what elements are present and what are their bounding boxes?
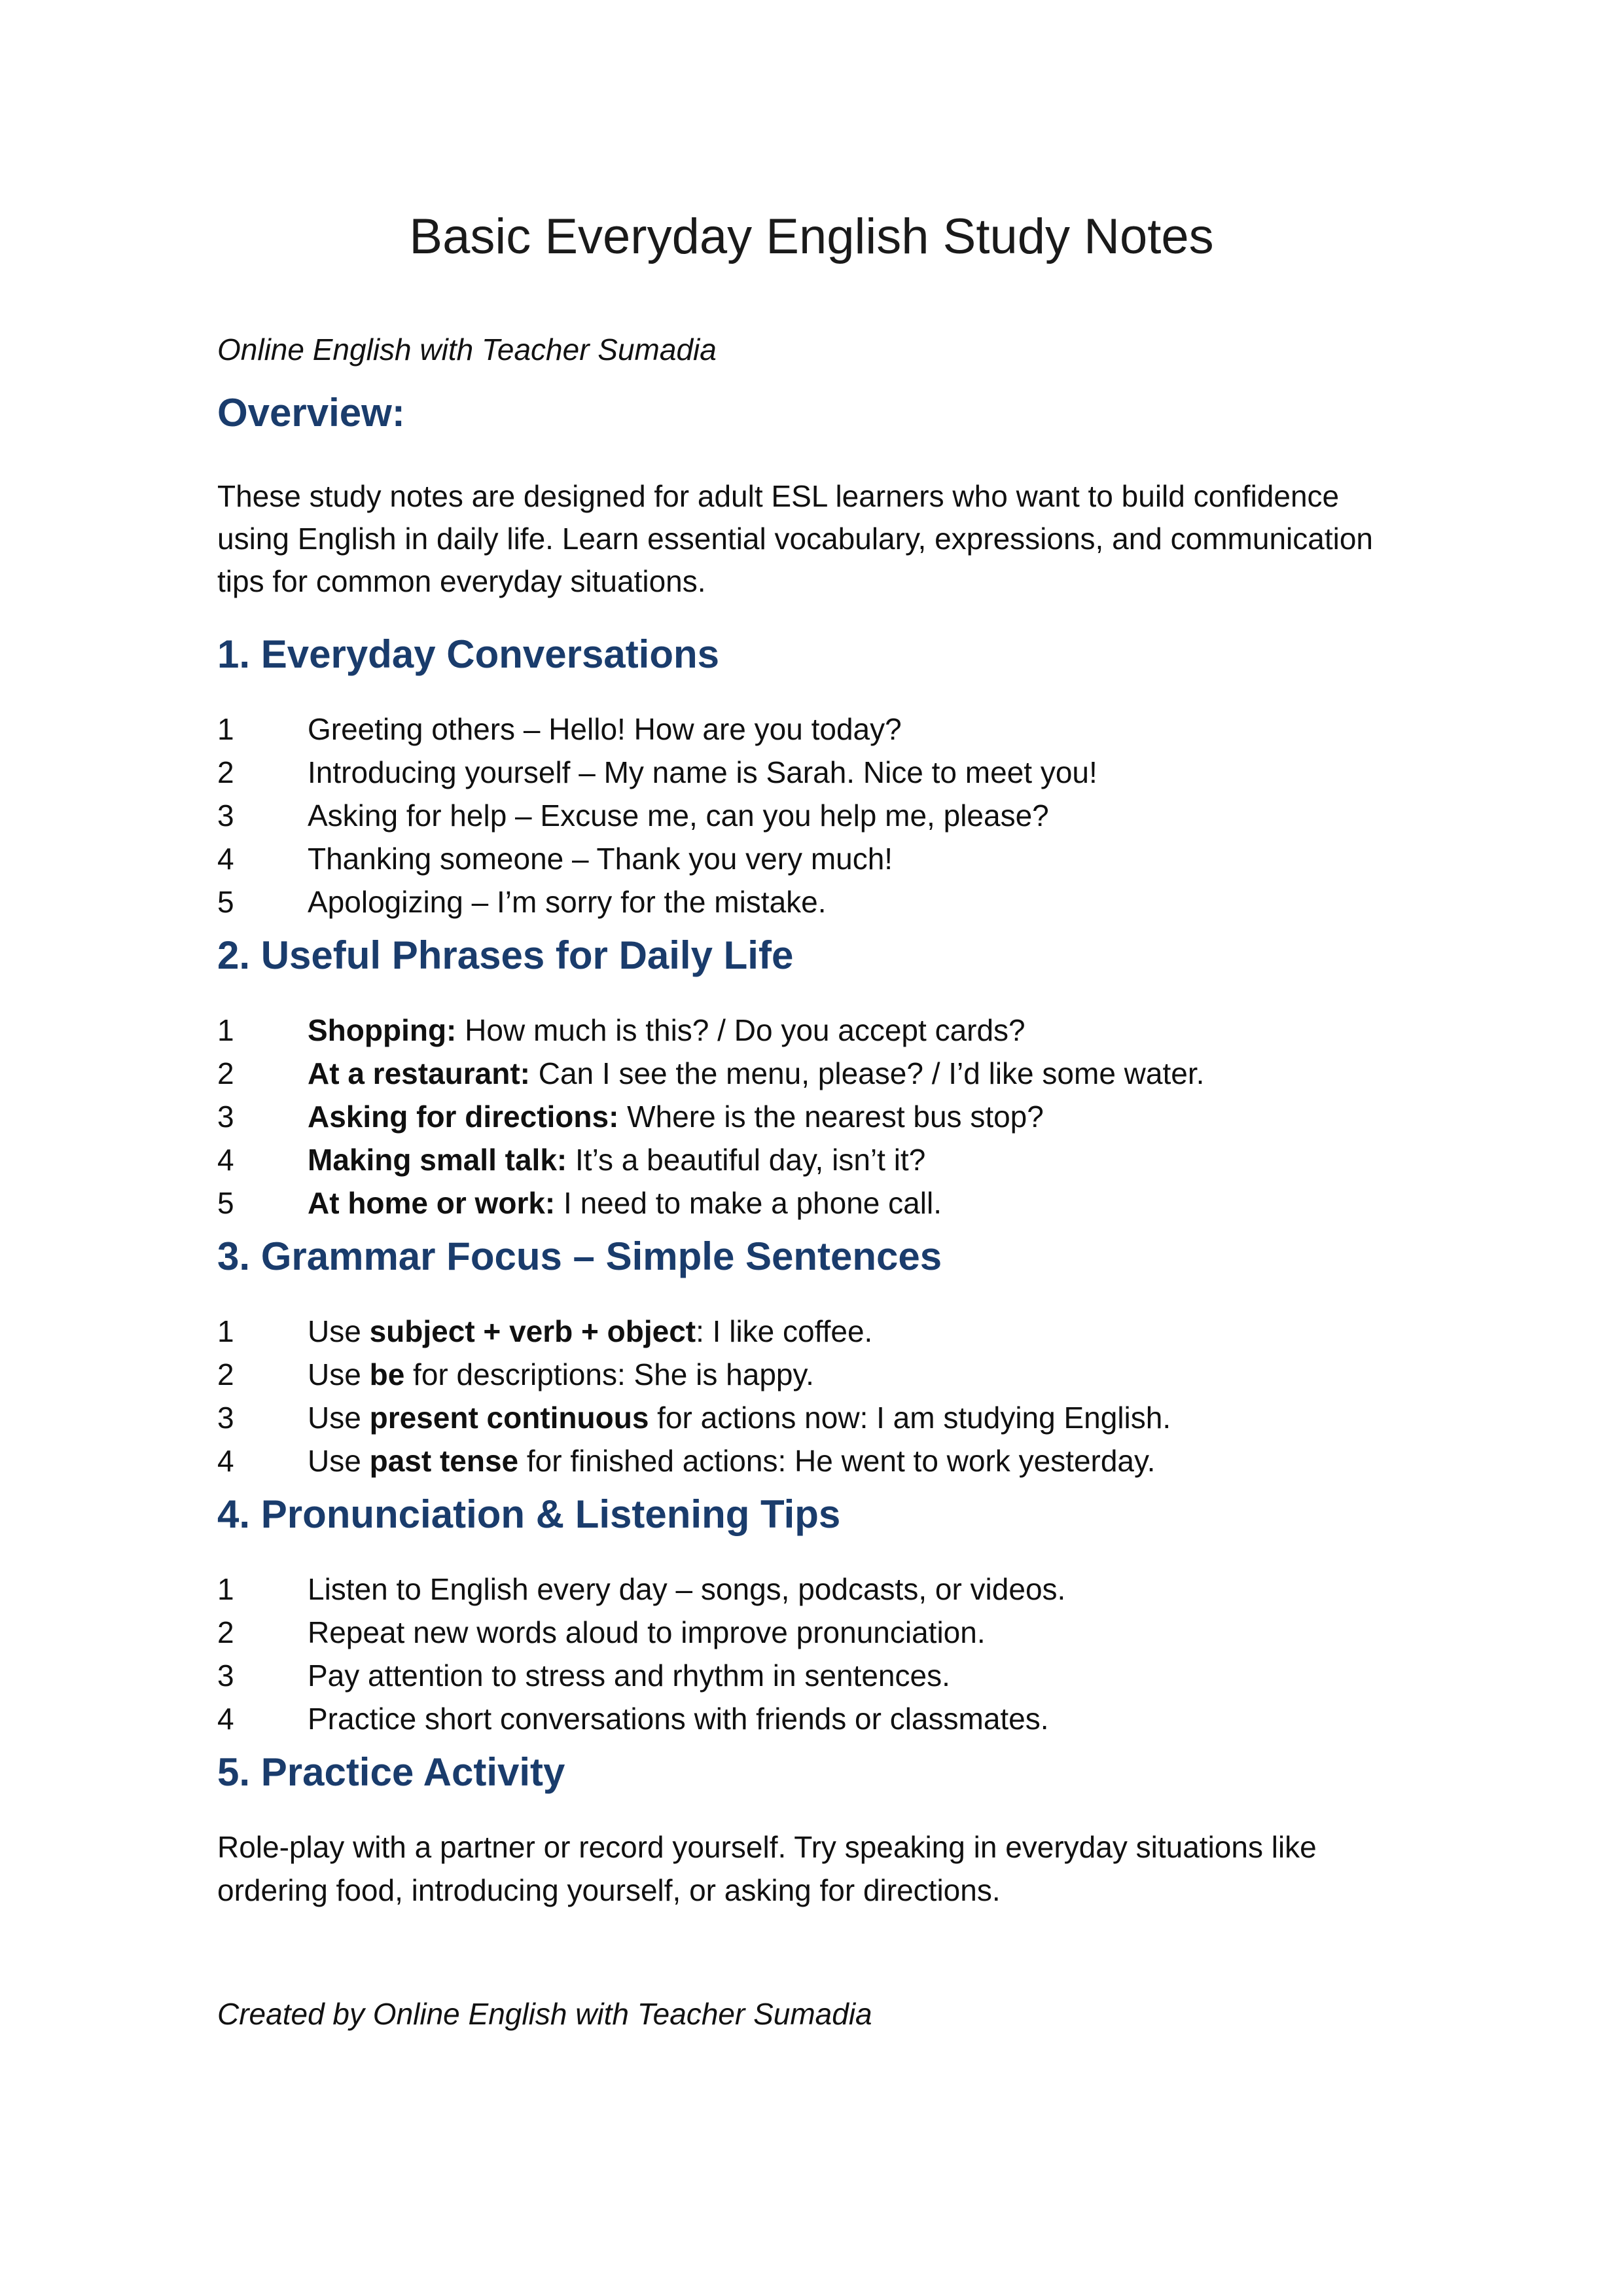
text-segment: How much is this? / Do you accept cards? (456, 1013, 1026, 1047)
text-segment: Where is the nearest bus stop? (618, 1100, 1044, 1134)
list-item (217, 1052, 1406, 1095)
footer-credit: Created by Online English with Teacher Sumadia (217, 1997, 872, 2031)
section-heading: 2. Useful Phrases for Daily Life (217, 933, 794, 977)
text-segment: Shopping: (308, 1013, 457, 1047)
overview-heading: Overview: (217, 391, 405, 435)
list-item-text (308, 1052, 1406, 1095)
list-item (217, 1654, 1406, 1697)
list-item-text (308, 794, 1406, 837)
text-segment: for finished actions: He went to work yesterday. (518, 1444, 1156, 1478)
text-segment: Asking for help – Excuse me, can you help me, please? (308, 798, 1049, 833)
list-item-number: 3 (217, 1401, 234, 1435)
list-item-number: 5 (217, 1186, 234, 1220)
text-segment: Use (308, 1401, 370, 1435)
list-item (217, 1396, 1406, 1439)
numbered-list (217, 708, 1406, 924)
list-item-number: 2 (217, 755, 234, 789)
text-segment: present continuous (369, 1401, 649, 1435)
numbered-list (217, 1568, 1406, 1740)
list-item-number: 4 (217, 1143, 234, 1177)
text-segment: At a restaurant: (308, 1056, 530, 1090)
list-item-number: 1 (217, 1314, 234, 1348)
list-item (217, 751, 1406, 794)
text-segment: be (369, 1357, 405, 1391)
text-segment: subject + verb + object (369, 1314, 696, 1348)
text-segment: Pay attention to stress and rhythm in sentences. (308, 1659, 950, 1693)
list-item-text (308, 1310, 1406, 1353)
list-item (217, 1009, 1406, 1052)
list-item (217, 1439, 1406, 1482)
list-item-text (308, 880, 1406, 924)
list-item (217, 1697, 1406, 1740)
list-item (217, 880, 1406, 924)
text-segment: Thanking someone – Thank you very much! (308, 842, 893, 876)
text-segment: Use (308, 1314, 370, 1348)
list-item-text (308, 1396, 1406, 1439)
text-segment: Making small talk: (308, 1143, 567, 1177)
text-segment: Repeat new words aloud to improve pronunciation. (308, 1615, 986, 1649)
section (217, 632, 1406, 924)
list-item (217, 1611, 1406, 1654)
list-item-text (308, 1138, 1406, 1181)
list-item-number: 3 (217, 1659, 234, 1693)
section (217, 933, 1406, 1225)
list-item-text (308, 1009, 1406, 1052)
list-item-text (308, 837, 1406, 880)
text-segment: : I like coffee. (696, 1314, 873, 1348)
list-item-text (308, 708, 1406, 751)
text-segment: Practice short conversations with friends or classmates. (308, 1702, 1049, 1736)
list-item-number: 4 (217, 1444, 234, 1478)
list-item-text (308, 1697, 1406, 1740)
section-heading: 5. Practice Activity (217, 1750, 565, 1794)
text-segment: Introducing yourself – My name is Sarah. Nice to meet you! (308, 755, 1097, 789)
list-item-text (308, 1568, 1406, 1611)
text-segment: Greeting others – Hello! How are you today? (308, 712, 902, 746)
list-item (217, 1138, 1406, 1181)
list-item-text (308, 1181, 1406, 1225)
list-item (217, 1095, 1406, 1138)
list-item (217, 1353, 1406, 1396)
numbered-list (217, 1009, 1406, 1225)
text-segment: It’s a beautiful day, isn’t it? (567, 1143, 926, 1177)
section (217, 1749, 1406, 1912)
list-item-number: 5 (217, 885, 234, 919)
list-item (217, 837, 1406, 880)
section-heading: 1. Everyday Conversations (217, 632, 720, 676)
sections-container (217, 632, 1406, 1912)
overview-paragraph: These study notes are designed for adult ESL learners who want to build confidence using English in daily life. Learn essential vocabulary, expressions, and communication tips for common everyday situations. (217, 479, 1373, 598)
section-paragraph: Role-play with a partner or record yourself. Try speaking in everyday situations like ordering food, introducing yourself, or asking for directions. (217, 1830, 1317, 1907)
list-item (217, 1310, 1406, 1353)
list-item-number: 1 (217, 712, 234, 746)
text-segment: for descriptions: She is happy. (404, 1357, 814, 1391)
text-segment: At home or work: (308, 1186, 556, 1220)
list-item-text (308, 1439, 1406, 1482)
list-item-number: 4 (217, 842, 234, 876)
list-item-number: 2 (217, 1615, 234, 1649)
list-item-text (308, 1095, 1406, 1138)
list-item-number: 3 (217, 798, 234, 833)
list-item-number: 2 (217, 1357, 234, 1391)
text-segment: I need to make a phone call. (555, 1186, 942, 1220)
section-heading: 3. Grammar Focus – Simple Sentences (217, 1234, 942, 1278)
list-item-number: 1 (217, 1572, 234, 1606)
text-segment: Apologizing – I’m sorry for the mistake. (308, 885, 827, 919)
list-item-number: 1 (217, 1013, 234, 1047)
section-heading: 4. Pronunciation & Listening Tips (217, 1492, 841, 1536)
list-item-text (308, 1654, 1406, 1697)
numbered-list (217, 1310, 1406, 1482)
section (217, 1234, 1406, 1482)
byline: Online English with Teacher Sumadia (217, 332, 717, 367)
text-segment: Use (308, 1357, 370, 1391)
text-segment: past tense (369, 1444, 519, 1478)
section (217, 1492, 1406, 1740)
list-item (217, 708, 1406, 751)
list-item-text (308, 1611, 1406, 1654)
text-segment: Listen to English every day – songs, podcasts, or videos. (308, 1572, 1066, 1606)
text-segment: Use (308, 1444, 370, 1478)
list-item (217, 1568, 1406, 1611)
list-item (217, 1181, 1406, 1225)
list-item-number: 3 (217, 1100, 234, 1134)
list-item-number: 2 (217, 1056, 234, 1090)
list-item-text (308, 1353, 1406, 1396)
text-segment: for actions now: I am studying English. (649, 1401, 1171, 1435)
list-item-number: 4 (217, 1702, 234, 1736)
list-item-text (308, 751, 1406, 794)
page-title: Basic Everyday English Study Notes (409, 209, 1214, 264)
text-segment: Asking for directions: (308, 1100, 619, 1134)
list-item (217, 794, 1406, 837)
text-segment: Can I see the menu, please? / I’d like some water. (529, 1056, 1205, 1090)
